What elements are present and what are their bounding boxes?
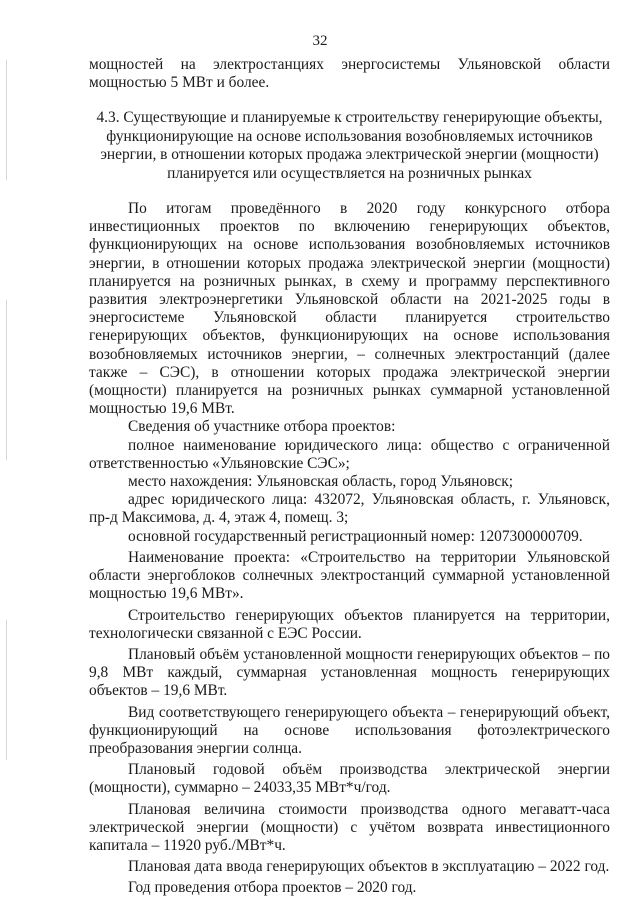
paragraph-continuation: мощностей на электростанциях энергосистемы Ульяновской области мощностью 5 МВт и более.: [89, 56, 610, 92]
scan-edge-mark: [6, 60, 7, 180]
paragraph-participant-heading: Сведения об участнике отбора проектов:: [128, 418, 396, 436]
page-number: 32: [312, 33, 328, 49]
paragraph-selection-year: Год проведения отбора проектов – 2020 год.: [128, 879, 417, 897]
paragraph-object-type: Вид соответствующего генерирующего объекта – генерирующий объект, функционирующий на основе использования фотоэлектрического преобразования энергии солнца.: [89, 703, 610, 757]
paragraph-capacity: Плановый объём установленной мощности генерирующих объектов – по 9,8 МВт каждый, суммарная установленная мощность генерирующих объектов – 19,6 МВт.: [89, 645, 610, 700]
paragraph-project-name: Наименование проекта: «Строительство на территории Ульяновской области энергоблоков солнечных электростанций суммарной установленной мощностью 19,6 МВт».: [89, 548, 610, 603]
paragraph-address: адрес юридического лица: 432072, Ульяновская область, г. Ульяновск, пр-д Максимова, д. 4, этаж 4, помещ. 3;: [89, 491, 610, 527]
paragraph-commissioning-date: Плановая дата ввода генерирующих объектов в эксплуатацию – 2022 год.: [128, 858, 610, 876]
paragraph-annual-production: Плановый годовой объём производства электрической энергии (мощности), суммарно – 24033,35 МВт*ч/год.: [89, 761, 610, 797]
paragraph-cost: Плановая величина стоимости производства одного мегаватт-часа электрической энергии (мощности) с учётом возврата инвестиционного капитала – 11920 руб./МВт*ч.: [89, 800, 610, 854]
paragraph-ogrn: основной государственный регистрационный номер: 1207300000709.: [128, 527, 583, 545]
section-heading: 4.3. Существующие и планируемые к строительству генерирующие объекты, функционирующие на основе использования возобновляемых источников энергии, в отношении которых продажа электрической энергии (мощности) планируется или осуществляется на розничных рынках: [96, 109, 603, 182]
paragraph-intro: По итогам проведённого в 2020 году конкурсного отбора инвестиционных проектов по включению генерирующих объектов, функционирующих на основе использования возобновляемых источников энергии, в отношении которых продажа электрической энергии (мощности) планируется на розничных рынках, в схему и программу перспективного развития электроэнергетики Ульяновской области на 2021-2025 годы в энергосистеме Ульяновской области планируется строительство генерирующих объектов, функционирующих на основе использования возобновляемых источников энергии, – солнечных электростанций (далее также – СЭС), в отношении которых продажа электрической энергии (мощности) планируется на розничных рынках суммарной установленной мощностью 19,6 МВт.: [89, 200, 610, 418]
scan-edge-mark: [6, 620, 7, 760]
paragraph-territory: Строительство генерирующих объектов планируется на территории, технологически связанной с ЕЭС России.: [89, 606, 610, 642]
scan-edge-mark: [6, 300, 7, 460]
paragraph-location: место нахождения: Ульяновская область, город Ульяновск;: [128, 473, 513, 491]
document-body: [89, 56, 610, 898]
paragraph-full-name: полное наименование юридического лица: общество с ограниченной ответственностью «Ульяновские СЭС»;: [89, 436, 610, 472]
